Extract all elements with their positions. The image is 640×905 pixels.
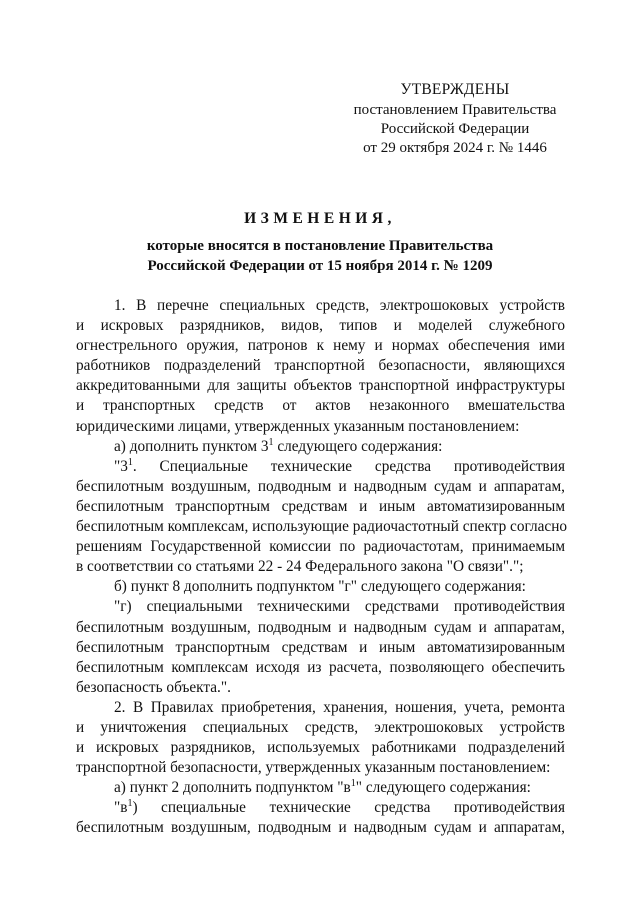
text-line	[76, 437, 565, 457]
text-line: и искровых разрядников, видов, типов и моделей служебного	[76, 317, 565, 335]
text-line: беспилотным воздушным, подводным и надводным судам и аппаратам,	[76, 819, 565, 837]
approval-line: от 29 октября 2024 г. № 1446	[363, 140, 547, 156]
superscript: 1	[350, 778, 356, 790]
text-line	[76, 798, 565, 818]
text-line: беспилотным воздушным, подводным и надводным судам и аппаратам,	[76, 477, 565, 495]
approval-line: Российской Федерации	[380, 121, 530, 137]
text-line: 2. В Правилах приобретения, хранения, ношения, учета, ремонта	[114, 698, 565, 716]
text-line: аккредитованными для защиты объектов транспортной инфраструктуры	[76, 377, 565, 395]
superscript: 1	[268, 436, 274, 448]
text-run: . Специальные технические средства противодействия	[132, 457, 565, 475]
text-line: беспилотным комплексам, использующие радиочастотный спектр согласно	[76, 518, 568, 536]
text-line: и транспортных средств от актов незаконного вмешательства	[76, 397, 565, 415]
document-subtitle	[0, 237, 640, 276]
document-body	[76, 296, 568, 839]
text-line: безопасность объекта.".	[76, 678, 231, 696]
text-run: "3	[114, 457, 128, 475]
text-line: решениям Государственной комиссии по радиочастотам, принимаемым	[76, 538, 565, 556]
text-line: 1. В перечне специальных средств, электрошоковых устройств	[114, 297, 565, 314]
text-line: беспилотным комплексам исходя из расчета, позволяющего обеспечить	[76, 658, 565, 676]
text-line: в соответствии со статьями 22 - 24 Федерального закона "О связи".";	[76, 558, 524, 576]
text-line: беспилотным транспортным средствам и иным автоматизированным	[76, 638, 565, 656]
text-run: а) дополнить пунктом 3	[114, 437, 269, 455]
superscript: 1	[127, 798, 133, 810]
text-line: и уничтожения специальных средств, электрошоковых устройств	[76, 718, 565, 736]
text-run: "в	[114, 799, 128, 817]
text-line: "г) специальными техническими средствами противодействия	[114, 598, 565, 616]
text-line: работников подразделений транспортной безопасности, являющихся	[76, 357, 565, 375]
text-line	[76, 778, 565, 798]
text-run: следующего содержания:	[273, 437, 443, 455]
subtitle-line: которые вносятся в постановление Правительства	[146, 238, 494, 254]
text-run: ) специальные технические средства противодействия	[132, 799, 565, 817]
document-title: ИЗМЕНЕНИЯ,	[244, 210, 396, 227]
subtitle-line: Российской Федерации от 15 ноября 2014 г. № 1209	[147, 257, 493, 274]
text-line: б) пункт 8 дополнить подпунктом "г" следующего содержания:	[114, 578, 526, 596]
text-run: а) пункт 2 дополнить подпунктом "в	[114, 779, 351, 797]
text-run: " следующего содержания:	[355, 779, 531, 797]
text-line: беспилотным транспортным средствам и иным автоматизированным	[76, 497, 565, 515]
text-line: транспортной безопасности, утвержденных указанным постановлением:	[76, 759, 551, 777]
approval-block	[340, 80, 570, 158]
text-line: огнестрельного оружия, патронов к нему и нормах обеспечения ими	[76, 337, 565, 355]
approval-line: постановлением Правительства	[353, 102, 557, 118]
text-line	[76, 457, 565, 477]
approval-heading: УТВЕРЖДЕНЫ	[400, 81, 510, 98]
superscript: 1	[127, 456, 133, 468]
text-line: и искровых разрядников, используемых работниками подразделений	[76, 739, 565, 757]
text-line: беспилотным воздушным, подводным и надводным судам и аппаратам,	[76, 618, 565, 636]
text-line: юридическими лицами, утвержденных указанным постановлением:	[76, 417, 520, 435]
